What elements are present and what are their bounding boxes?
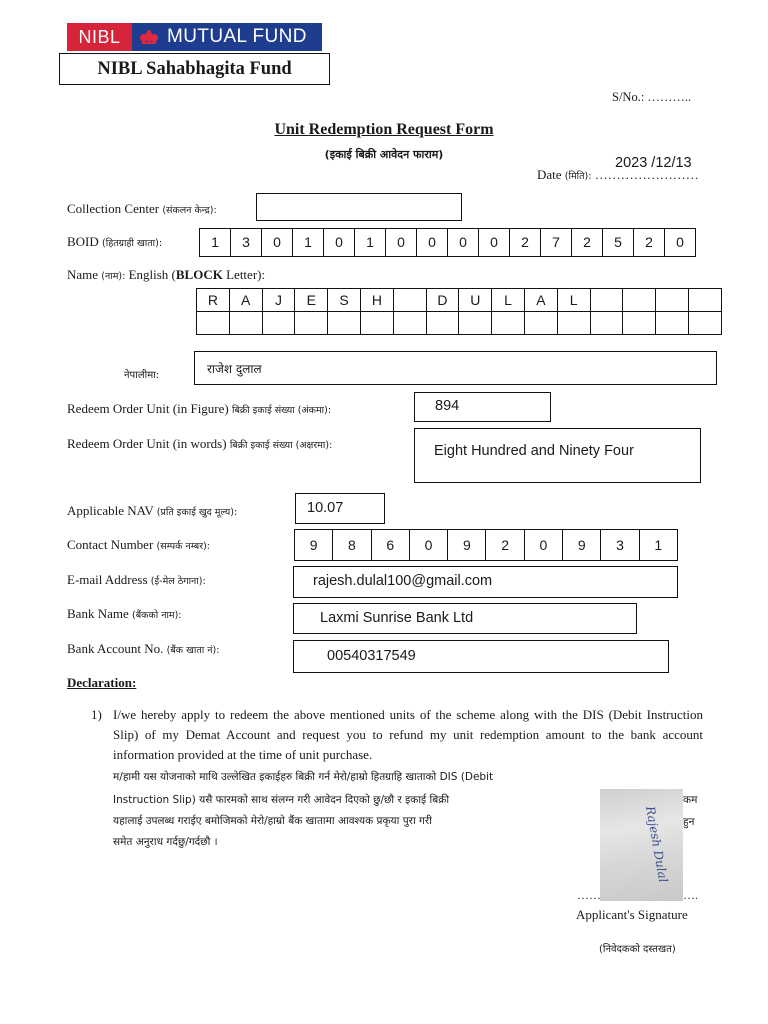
boid-digit-cell-15[interactable]: 2 [634, 229, 665, 256]
name-letter-cell-row2-16[interactable] [689, 312, 722, 334]
date-value[interactable]: 2023 /12/13 [615, 155, 692, 171]
nepali-name-label: नेपालीमा: [124, 370, 160, 381]
boid-label [67, 234, 162, 250]
date-label [537, 167, 699, 183]
bank-name-label-nepali: (बैंकको नाम): [131, 610, 182, 621]
bank-account-label-nepali: (बैंक खाता नं): [166, 645, 220, 656]
contact-digit-cell-10[interactable]: 1 [640, 530, 678, 560]
lotus-emblem-icon [139, 28, 159, 46]
bank-account-value: 00540317549 [327, 648, 416, 664]
contact-digit-cell-8[interactable]: 9 [563, 530, 601, 560]
boid-digit-cell-3[interactable]: 0 [262, 229, 293, 256]
redeem-words-field[interactable] [414, 428, 701, 483]
form-title: Unit Redemption Request Form [274, 121, 494, 138]
name-label-letter: Letter): [226, 267, 266, 282]
signature-dots-right: …. [683, 888, 698, 902]
boid-digit-cell-16[interactable]: 0 [665, 229, 696, 256]
serial-number: S/No.: ……….. [612, 90, 692, 104]
declaration-nepali-end-2: कम [683, 794, 698, 806]
name-letter-cell-2[interactable]: A [230, 289, 263, 311]
boid-digit-cell-2[interactable]: 3 [231, 229, 262, 256]
nibl-logo [67, 23, 322, 51]
fund-name: NIBL Sahabhagita Fund [59, 53, 330, 85]
declaration-nepali-end-3: हुन [683, 816, 695, 828]
name-letter-cell-row2-5[interactable] [328, 312, 361, 334]
declaration-nepali-text-3: यहालाई उपलब्ध गराईए बमोजिमको मेरो/हाम्रो बैंक खातामा आवश्यक प्रकृया पुरा गरी [113, 815, 432, 827]
boid-label-nepali: (हितग्राही खाता): [102, 238, 163, 249]
name-letter-cell-row2-2[interactable] [230, 312, 263, 334]
boid-digit-cell-5[interactable]: 0 [324, 229, 355, 256]
bank-account-label [67, 641, 219, 657]
name-letter-cell-9[interactable]: U [459, 289, 492, 311]
declaration-nepali-text-2: Instruction Slip) यसै फारमको साथ संलग्न गरी आवेदन दिएको छु/छौ र इकाई बिक्री [113, 794, 450, 806]
nav-label-nepali: (प्रति इकाई खुद मूल्य): [156, 507, 238, 518]
signature-mark: Rajesh Dulal [643, 805, 671, 884]
email-value: rajesh.dulal100@gmail.com [313, 573, 493, 589]
redeem-figure-field[interactable] [414, 392, 551, 422]
name-letter-cell-5[interactable]: S [328, 289, 361, 311]
name-label [67, 267, 265, 283]
name-field-row-1[interactable] [196, 288, 722, 312]
name-letter-cell-13[interactable] [591, 289, 624, 311]
name-letter-cell-row2-4[interactable] [295, 312, 328, 334]
nav-field[interactable] [295, 493, 385, 524]
contact-digit-cell-4[interactable]: 0 [410, 530, 448, 560]
name-letter-cell-11[interactable]: A [525, 289, 558, 311]
boid-field[interactable] [199, 228, 696, 257]
date-label-nepali: (मिति): [564, 171, 592, 182]
name-letter-cell-row2-12[interactable] [558, 312, 591, 334]
nav-label-text: Applicable NAV [67, 503, 154, 518]
contact-digit-cell-1[interactable]: 9 [295, 530, 333, 560]
signature-image [600, 789, 683, 901]
boid-digit-cell-8[interactable]: 0 [417, 229, 448, 256]
name-letter-cell-1[interactable]: R [197, 289, 230, 311]
declaration-nepali-text-1: म/हामी यस योजनाको माथि उल्लेखित इकाईहरु बिक्री गर्न मेरो/हाम्रो हितग्राहि खाताको DIS (Debit [113, 771, 494, 783]
name-label-block: BLOCK [175, 267, 223, 282]
name-letter-cell-row2-7[interactable] [394, 312, 427, 334]
name-letter-cell-16[interactable] [689, 289, 722, 311]
boid-digit-cell-4[interactable]: 1 [293, 229, 324, 256]
contact-number-field[interactable] [294, 529, 678, 561]
name-letter-cell-row2-3[interactable] [263, 312, 296, 334]
name-letter-cell-row2-11[interactable] [525, 312, 558, 334]
collection-center-field[interactable] [256, 193, 462, 221]
contact-digit-cell-7[interactable]: 0 [525, 530, 563, 560]
declaration-heading: Declaration: [67, 675, 137, 690]
contact-digit-cell-9[interactable]: 3 [601, 530, 639, 560]
contact-label-nepali: (सम्पर्क नम्बर): [156, 541, 210, 552]
contact-label [67, 537, 210, 553]
declaration-nepali-line-3 [113, 810, 613, 831]
boid-label-text: BOID [67, 234, 99, 249]
declaration-nepali-line-2 [113, 789, 613, 810]
nav-label [67, 503, 237, 519]
declaration-number: 1) [91, 707, 102, 722]
date-dots: …………………… [594, 167, 699, 182]
signature-label: Applicant's Signature [576, 907, 688, 922]
name-letter-cell-4[interactable]: E [295, 289, 328, 311]
boid-digit-cell-11[interactable]: 2 [510, 229, 541, 256]
boid-digit-cell-13[interactable]: 2 [572, 229, 603, 256]
boid-digit-cell-1[interactable]: 1 [200, 229, 231, 256]
boid-digit-cell-14[interactable]: 5 [603, 229, 634, 256]
declaration-nepali-line-1 [113, 766, 703, 787]
name-letter-cell-15[interactable] [656, 289, 689, 311]
email-field[interactable] [293, 566, 678, 598]
nepali-name-field[interactable] [194, 351, 717, 385]
nav-value: 10.07 [307, 500, 344, 516]
name-letter-cell-7[interactable] [394, 289, 427, 311]
contact-digit-cell-5[interactable]: 9 [448, 530, 486, 560]
name-label-text: Name [67, 267, 99, 282]
name-letter-cell-row2-10[interactable] [492, 312, 525, 334]
form-title-nepali: (इकाई बिक्री आवेदन फाराम) [324, 148, 444, 161]
redeem-figure-label-text: Redeem Order Unit (in Figure) [67, 401, 229, 416]
redeem-words-label-nepali: बिक्री इकाई संख्या (अक्षरमा): [229, 440, 333, 451]
signature-label-nepali: (निवेदकको दस्तखत) [599, 944, 676, 955]
bank-account-label-text: Bank Account No. [67, 641, 164, 656]
bank-name-label-text: Bank Name [67, 606, 129, 621]
name-letter-cell-row2-14[interactable] [623, 312, 656, 334]
declaration-english: I/we hereby apply to redeem the above mentioned units of the scheme along with the DIS (Debit Instruction Slip) of my Demat Account and request you to refund my unit redemption amount to the bank account information provided at the time of unit purchase. [113, 707, 703, 762]
collection-center-label-nepali: (संकलन केन्द्र): [162, 205, 217, 216]
redeem-words-label-text: Redeem Order Unit (in words) [67, 436, 227, 451]
redeem-figure-label-nepali: बिक्री इकाई संख्या (अंकमा): [231, 405, 332, 416]
name-letter-cell-8[interactable]: D [427, 289, 460, 311]
declaration-nepali-text-4: समेत अनुराध गर्दछु/गर्दछौ । [113, 836, 218, 848]
bank-account-field[interactable] [293, 640, 669, 673]
boid-digit-cell-9[interactable]: 0 [448, 229, 479, 256]
bank-name-label [67, 606, 182, 622]
name-letter-cell-row2-9[interactable] [459, 312, 492, 334]
contact-digit-cell-2[interactable]: 8 [333, 530, 371, 560]
redeem-figure-label [67, 401, 331, 417]
name-label-nepali: (नाम): [101, 271, 126, 282]
email-label-text: E-mail Address [67, 572, 148, 587]
name-letter-cell-row2-6[interactable] [361, 312, 394, 334]
signature-dots-left: …… [577, 888, 601, 902]
email-label [67, 572, 206, 588]
name-letter-cell-14[interactable] [623, 289, 656, 311]
name-letter-cell-6[interactable]: H [361, 289, 394, 311]
date-label-text: Date [537, 167, 562, 182]
name-field-row-2[interactable] [196, 311, 722, 335]
name-label-english: English ( [128, 267, 176, 282]
contact-digit-cell-6[interactable]: 2 [486, 530, 524, 560]
handwritten-signature-icon [600, 789, 683, 901]
name-letter-cell-row2-8[interactable] [427, 312, 460, 334]
name-letter-cell-10[interactable]: L [492, 289, 525, 311]
name-letter-cell-row2-15[interactable] [656, 312, 689, 334]
boid-digit-cell-10[interactable]: 0 [479, 229, 510, 256]
redeem-words-value: Eight Hundred and Ninety Four [434, 443, 634, 459]
bank-name-field[interactable] [293, 603, 637, 634]
contact-digit-cell-3[interactable]: 6 [372, 530, 410, 560]
contact-label-text: Contact Number [67, 537, 154, 552]
collection-center-label-text: Collection Center [67, 201, 160, 216]
boid-digit-cell-6[interactable]: 1 [355, 229, 386, 256]
nepali-name-value: राजेश दुलाल [207, 362, 262, 376]
bank-name-value: Laxmi Sunrise Bank Ltd [320, 610, 474, 626]
logo-mutual-fund-text: MUTUAL FUND [167, 26, 307, 47]
declaration-nepali-line-4 [113, 831, 613, 852]
name-letter-cell-row2-1[interactable] [197, 312, 230, 334]
logo-nibl-text: NIBL [67, 23, 132, 51]
name-letter-cell-row2-13[interactable] [591, 312, 624, 334]
name-letter-cell-12[interactable]: L [558, 289, 591, 311]
name-letter-cell-3[interactable]: J [263, 289, 296, 311]
redeem-words-label [67, 436, 332, 452]
boid-digit-cell-12[interactable]: 7 [541, 229, 572, 256]
email-label-nepali: (ई-मेल ठेगाना): [150, 576, 206, 587]
boid-digit-cell-7[interactable]: 0 [386, 229, 417, 256]
collection-center-label [67, 201, 217, 217]
redeem-figure-value: 894 [435, 398, 460, 414]
